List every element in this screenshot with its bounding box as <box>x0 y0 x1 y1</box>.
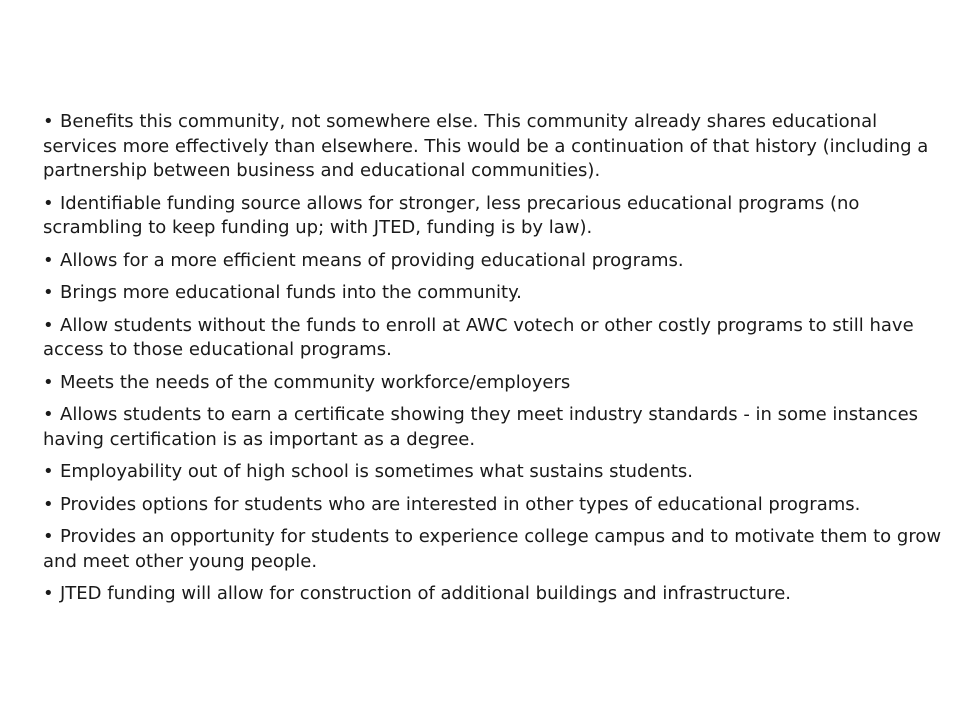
bullet-icon: • <box>43 583 54 604</box>
bullet-text: Employability out of high school is sometimes what sustains students. <box>60 461 694 482</box>
bullet-icon: • <box>43 282 54 303</box>
bullet-text: Meets the needs of the community workforce/employers <box>60 371 571 393</box>
bullet-icon: • <box>43 192 54 214</box>
list-item <box>43 281 943 306</box>
list-item <box>43 249 943 274</box>
bullet-icon: • <box>43 314 54 336</box>
list-item <box>43 371 943 396</box>
bullet-text: Identifiable funding source allows for stronger, less precarious educational programs (no scrambling to keep funding up; with JTED, funding is by law). <box>43 192 860 238</box>
bullet-icon: • <box>43 461 54 482</box>
list-item <box>43 525 943 574</box>
bullet-text: Allow students without the funds to enroll at AWC votech or other costly programs to still have access to those educational programs. <box>43 314 914 360</box>
list-item <box>43 493 943 518</box>
bullet-text: JTED funding will allow for construction of additional buildings and infrastructure. <box>60 583 792 604</box>
list-item <box>43 403 943 452</box>
list-item <box>43 314 943 363</box>
bullet-text: Provides options for students who are interested in other types of educational programs. <box>60 493 861 515</box>
list-item <box>43 110 943 184</box>
list-item <box>43 460 943 485</box>
list-item <box>43 192 943 241</box>
bullet-text: Provides an opportunity for students to experience college campus and to motivate them to grow and meet other young people. <box>43 526 942 572</box>
bullet-text: Allows students to earn a certificate showing they meet industry standards - in some instances having certification is as important as a degree. <box>43 404 919 450</box>
bullet-text: Benefits this community, not somewhere else. This community already shares educational services more effectively than elsewhere. This would be a continuation of that history (including a partnership between business and educational communities). <box>43 111 929 181</box>
bullet-icon: • <box>43 404 54 425</box>
bullet-icon: • <box>43 111 54 132</box>
bullet-text: Allows for a more efficient means of providing educational programs. <box>60 249 684 271</box>
bullet-icon: • <box>43 493 54 515</box>
bullet-text: Brings more educational funds into the community. <box>60 282 522 303</box>
bullet-icon: • <box>43 249 54 271</box>
bullet-icon: • <box>43 371 54 393</box>
bullet-icon: • <box>43 526 54 547</box>
bullet-list <box>43 110 943 615</box>
list-item <box>43 582 943 607</box>
